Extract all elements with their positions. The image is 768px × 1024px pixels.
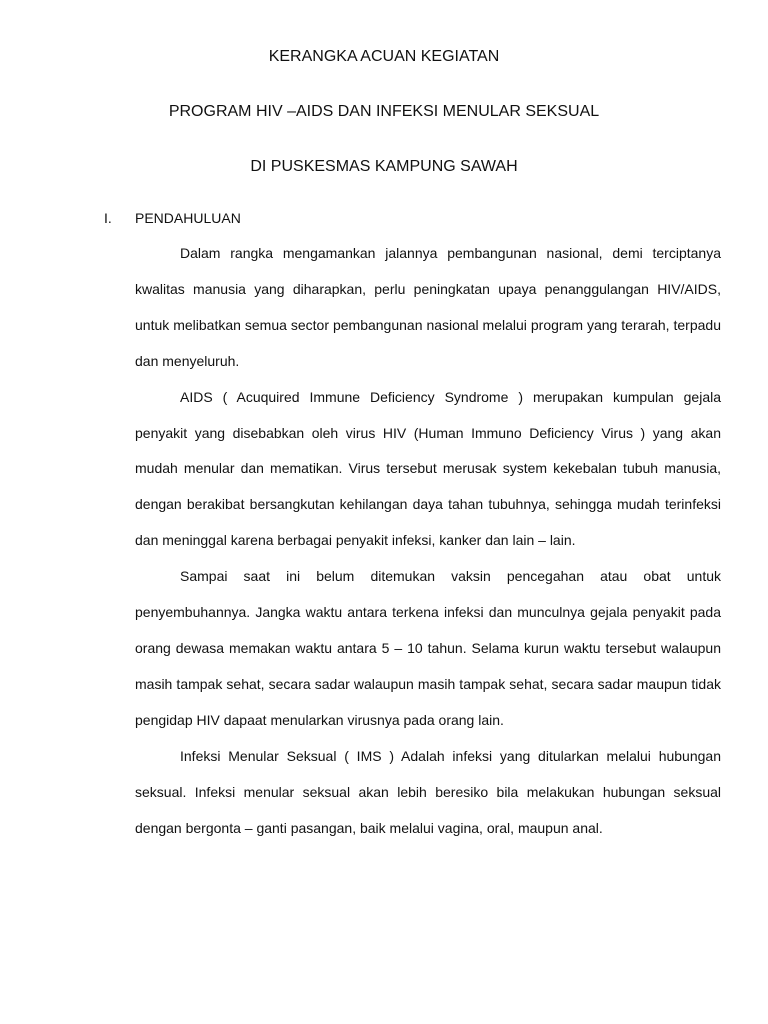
location-title: DI PUSKESMAS KAMPUNG SAWAH (250, 158, 518, 175)
document-title: KERANGKA ACUAN KEGIATAN (268, 48, 500, 65)
section-heading (104, 208, 241, 228)
section-body (135, 236, 721, 846)
section-title: PENDAHULUAN (135, 210, 241, 226)
paragraph: Infeksi Menular Seksual ( IMS ) Adalah infeksi yang ditularkan melalui hubungan seksual. Infeksi menular seksual akan lebih beresiko bila melakukan hubungan seksual dengan bergonta – ganti pasangan, baik melalui vagina, oral, maupun anal. (135, 747, 721, 836)
paragraph: Dalam rangka mengamankan jalannya pembangunan nasional, demi terciptanya kwalitas manusia yang diharapkan, perlu peningkatan upaya penanggulangan HIV/AIDS, untuk melibatkan semua sector pembangunan nasional melalui program yang terarah, terpadu dan menyeluruh. (135, 245, 721, 369)
paragraph: AIDS ( Acuquired Immune Deficiency Syndrome ) merupakan kumpulan gejala penyakit yang disebabkan oleh virus HIV (Human Immuno Deficiency Virus ) yang akan mudah menular dan mematikan. Virus tersebut merusak system kekebalan tubuh manusia, dengan berakibat bersangkutan kehilangan daya tahan tubuhnya, sehingga mudah terinfeksi dan meninggal karena berbagai penyakit infeksi, kanker dan lain – lain. (135, 388, 721, 549)
paragraph: Sampai saat ini belum ditemukan vaksin pencegahan atau obat untuk penyembuhannya. Jangka waktu antara terkena infeksi dan munculnya gejala penyakit pada orang dewasa memakan waktu antara 5 – 10 tahun. Selama kurun waktu tersebut walaupun masih tampak sehat, secara sadar walaupun masih tampak sehat, secara sadar maupun tidak pengidap HIV dapaat menularkan virusnya pada orang lain. (135, 568, 721, 728)
section-number: I. (104, 210, 112, 226)
program-title: PROGRAM HIV –AIDS DAN INFEKSI MENULAR SEKSUAL (168, 103, 600, 120)
